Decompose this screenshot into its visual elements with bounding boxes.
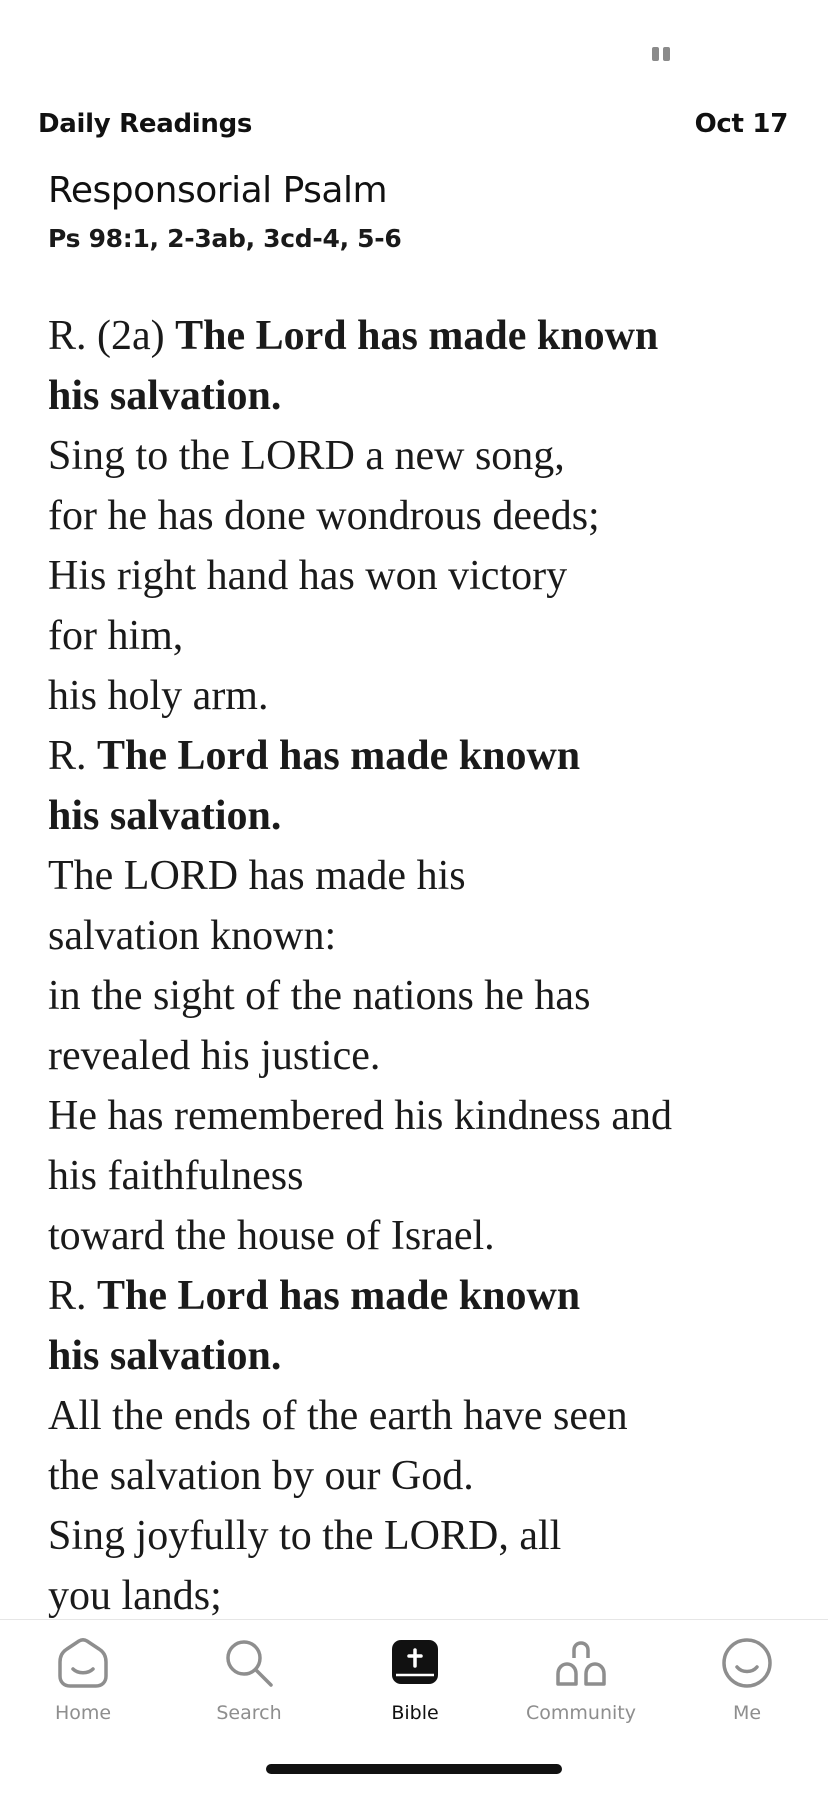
scripture-line	[48, 1266, 788, 1326]
app-title: Daily Readings	[38, 109, 253, 139]
response-text: his salvation.	[48, 1333, 282, 1379]
scripture-text-plain: you lands;	[48, 1573, 222, 1619]
scripture-text-plain: Sing joyfully to the LORD, all	[48, 1513, 562, 1559]
scripture-text-plain: R.	[48, 733, 98, 779]
scripture-line	[48, 1446, 788, 1506]
tab-community-label: Community	[526, 1702, 636, 1724]
scripture-line	[48, 1386, 788, 1446]
home-indicator[interactable]	[266, 1764, 562, 1774]
scripture-line	[48, 1206, 788, 1266]
scripture-line	[48, 306, 788, 366]
scripture-text-plain: R.	[48, 1273, 98, 1319]
scripture-line	[48, 1566, 788, 1620]
tab-me-label: Me	[732, 1702, 762, 1724]
scripture-line	[48, 786, 788, 846]
scripture-text-plain: Sing to the LORD a new song,	[48, 433, 565, 479]
response-text: his salvation.	[48, 793, 282, 839]
tab-bible-label: Bible	[391, 1702, 439, 1724]
scripture-text-plain: his faithfulness	[48, 1153, 304, 1199]
scripture-text-plain: the salvation by our God.	[48, 1453, 474, 1499]
status-indicator-icon	[652, 47, 670, 61]
scripture-line	[48, 546, 788, 606]
scripture-line	[48, 1086, 788, 1146]
scripture-text-plain: in the sight of the nations he has	[48, 973, 591, 1019]
me-icon	[720, 1636, 774, 1690]
scripture-text-plain: His right hand has won victory	[48, 553, 568, 599]
tab-me[interactable]	[664, 1636, 828, 1732]
reading-reference: Ps 98:1, 2-3ab, 3cd-4, 5-6	[48, 224, 402, 253]
scripture-line	[48, 1326, 788, 1386]
scripture-text-plain: R. (2a)	[48, 313, 176, 359]
reading-header	[48, 168, 788, 253]
search-icon	[222, 1636, 276, 1690]
tab-home-label: Home	[54, 1702, 112, 1724]
response-text: The Lord has made known	[97, 733, 581, 779]
status-bar	[0, 0, 828, 100]
community-icon	[554, 1636, 608, 1690]
scripture-line	[48, 366, 788, 426]
scripture-line	[48, 1146, 788, 1206]
app-header	[38, 104, 788, 144]
scripture-line	[48, 726, 788, 786]
home-icon	[56, 1636, 110, 1690]
response-text: The Lord has made known	[175, 313, 659, 359]
scripture-text-plain: for him,	[48, 613, 184, 659]
scripture-text-plain: toward the house of Israel.	[48, 1213, 495, 1259]
tab-community[interactable]	[498, 1636, 664, 1732]
bible-icon	[388, 1636, 442, 1690]
scripture-line	[48, 606, 788, 666]
scripture-text-plain: for he has done wondrous deeds;	[48, 493, 600, 539]
scripture-line	[48, 1506, 788, 1566]
scripture-text-plain: He has remembered his kindness and	[48, 1093, 672, 1139]
tab-home[interactable]	[0, 1636, 166, 1732]
tab-search-label: Search	[216, 1702, 282, 1724]
scripture-text-plain: revealed his justice.	[48, 1033, 381, 1079]
scripture-line	[48, 846, 788, 906]
reading-title: Responsorial Psalm	[48, 170, 388, 211]
reading-date[interactable]: Oct 17	[694, 109, 788, 139]
tab-search[interactable]	[166, 1636, 332, 1732]
response-text: The Lord has made known	[97, 1273, 581, 1319]
scripture-line	[48, 966, 788, 1026]
scripture-line	[48, 906, 788, 966]
scripture-line	[48, 666, 788, 726]
tab-bible[interactable]	[332, 1636, 498, 1732]
scripture-text	[48, 306, 788, 1620]
scripture-text-plain: The LORD has made his	[48, 853, 466, 899]
scripture-line	[48, 486, 788, 546]
scripture-text-plain: All the ends of the earth have seen	[48, 1393, 628, 1439]
scripture-text-plain: his holy arm.	[48, 673, 269, 719]
scripture-line	[48, 426, 788, 486]
response-text: his salvation.	[48, 373, 282, 419]
scripture-line	[48, 1026, 788, 1086]
scripture-text-plain: salvation known:	[48, 913, 337, 959]
